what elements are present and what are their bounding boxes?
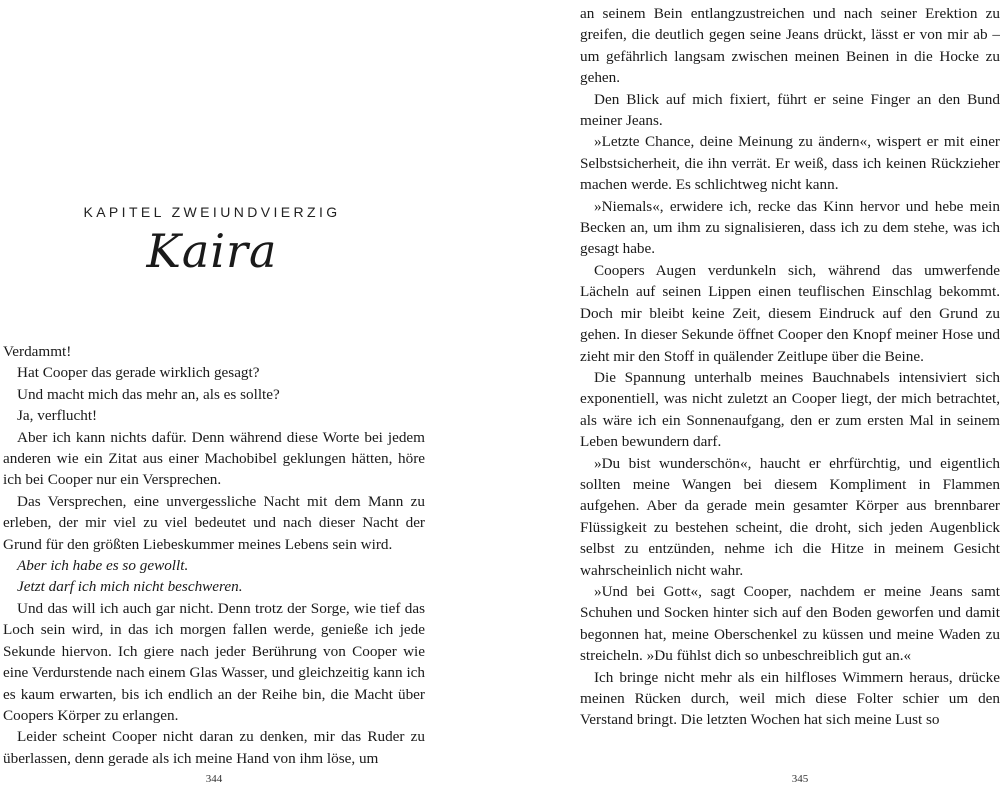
- chapter-header: [0, 204, 424, 276]
- paragraph: Aber ich kann nichts dafür. Denn während diese Worte bei jedem anderen wie ein Zitat aus einer Machobibel geklungen hätten, höre ich bei Cooper nur ein Versprechen.: [3, 428, 425, 489]
- paragraph: Ja, verflucht!: [17, 407, 98, 425]
- left-page-text: [3, 341, 425, 769]
- paragraph: Die Spannung unterhalb meines Bauchnabels intensiviert sich exponentiell, was nicht zuletzt an Cooper liegt, der mich betrachtet, als wäre ich ein Sonnenaufgang, den er zum ersten Mal in seinem Leben bewundern darf.: [580, 368, 1000, 451]
- paragraph: Das Versprechen, eine unvergessliche Nacht mit dem Mann zu erleben, der mir viel zu viel bedeutet und nach dieser Nacht der Grund für den größten Liebeskummer meines Lebens sein wird.: [3, 492, 425, 553]
- italic-paragraph: Aber ich habe es so gewollt.: [17, 557, 189, 575]
- paragraph: »Niemals«, erwidere ich, recke das Kinn hervor und hebe mein Becken an, um ihm zu signalisieren, dass ich zu dem stehe, was ich gesagt habe.: [580, 197, 1000, 258]
- italic-paragraph: Jetzt darf ich mich nicht beschweren.: [17, 578, 243, 596]
- paragraph: an seinem Bein entlangzustreichen und nach seiner Erektion zu greifen, die deutlich gegen seine Jeans drückt, lässt er von mir ab – um gefährlich langsam zwischen meinen Beinen in die Hocke zu gehen.: [580, 5, 1000, 87]
- paragraph: Den Blick auf mich fixiert, führt er seine Finger an den Bund meiner Jeans.: [580, 90, 1000, 130]
- paragraph: »Und bei Gott«, sagt Cooper, nachdem er meine Jeans samt Schuhen und Socken hinter sich auf den Boden geworfen und damit begonnen hat, meine Oberschenkel zu küssen und meine Waden zu streicheln. »Du fühlst dich so unbeschreiblich gut an.«: [580, 582, 1000, 665]
- paragraph: »Du bist wunderschön«, haucht er ehrfürchtig, und eigentlich sollten meine Wangen bei diesem Kompliment in Flammen aufgehen. Aber da gerade mein gesamter Körper aus brennbarer Flüssigkeit zu bestehen scheint, die droht, sich jeden Augenblick selbst zu entzünden, nehme ich die Hitze in meinem Gesicht wahrscheinlich nicht wahr.: [580, 454, 1000, 579]
- chapter-title: KAPITEL ZWEIUNDVIERZIG: [83, 204, 341, 220]
- paragraph: »Letzte Chance, deine Meinung zu ändern«, wispert er mit einer Selbstsicherheit, die ihn verrät. Er weiß, dass ich keinen Rückzieher machen werde. Es schlichtweg nicht kann.: [580, 133, 1000, 194]
- paragraph: Und macht mich das mehr an, als es sollte?: [17, 385, 280, 403]
- right-page-text: [580, 3, 1000, 731]
- paragraph: Leider scheint Cooper nicht daran zu denken, mir das Ruder zu überlassen, denn gerade als ich meine Hand von ihm löse, um: [3, 728, 425, 767]
- page-number: 345: [791, 773, 809, 785]
- paragraph: Verdammt!: [3, 343, 72, 360]
- chapter-name: Kaira: [146, 224, 278, 278]
- paragraph: Hat Cooper das gerade wirklich gesagt?: [17, 364, 260, 382]
- page-number: 344: [205, 773, 223, 785]
- paragraph: Und das will ich auch gar nicht. Denn trotz der Sorge, wie tief das Loch sein wird, in das ich morgen fallen werde, genieße ich jede Sekunde hiervon. Ich giere nach jeder Berührung von Cooper wie eine Verdurstende nach einem Glas Wasser, und gleichzeitig kann ich es kaum erwarten, bis ich endlich an der Reihe bin, die Macht über Coopers Körper zu erlangen.: [3, 599, 425, 724]
- paragraph: Ich bringe nicht mehr als ein hilfloses Wimmern heraus, drücke meinen Rücken durch, weil mich diese Folter schier um den Verstand bringt. Die letzten Wochen hat sich meine Lust so: [580, 668, 1000, 729]
- right-page: [500, 0, 1000, 800]
- paragraph: Coopers Augen verdunkeln sich, während das umwerfende Lächeln auf seinen Lippen einen teuflischen Einschlag bekommt. Doch mir bleibt keine Zeit, diesem Eindruck auf den Grund zu gehen. In dieser Sekunde öffnet Cooper den Knopf meiner Hose und zieht mir den Stoff in quälender Zeitlupe über die Beine.: [580, 261, 1000, 365]
